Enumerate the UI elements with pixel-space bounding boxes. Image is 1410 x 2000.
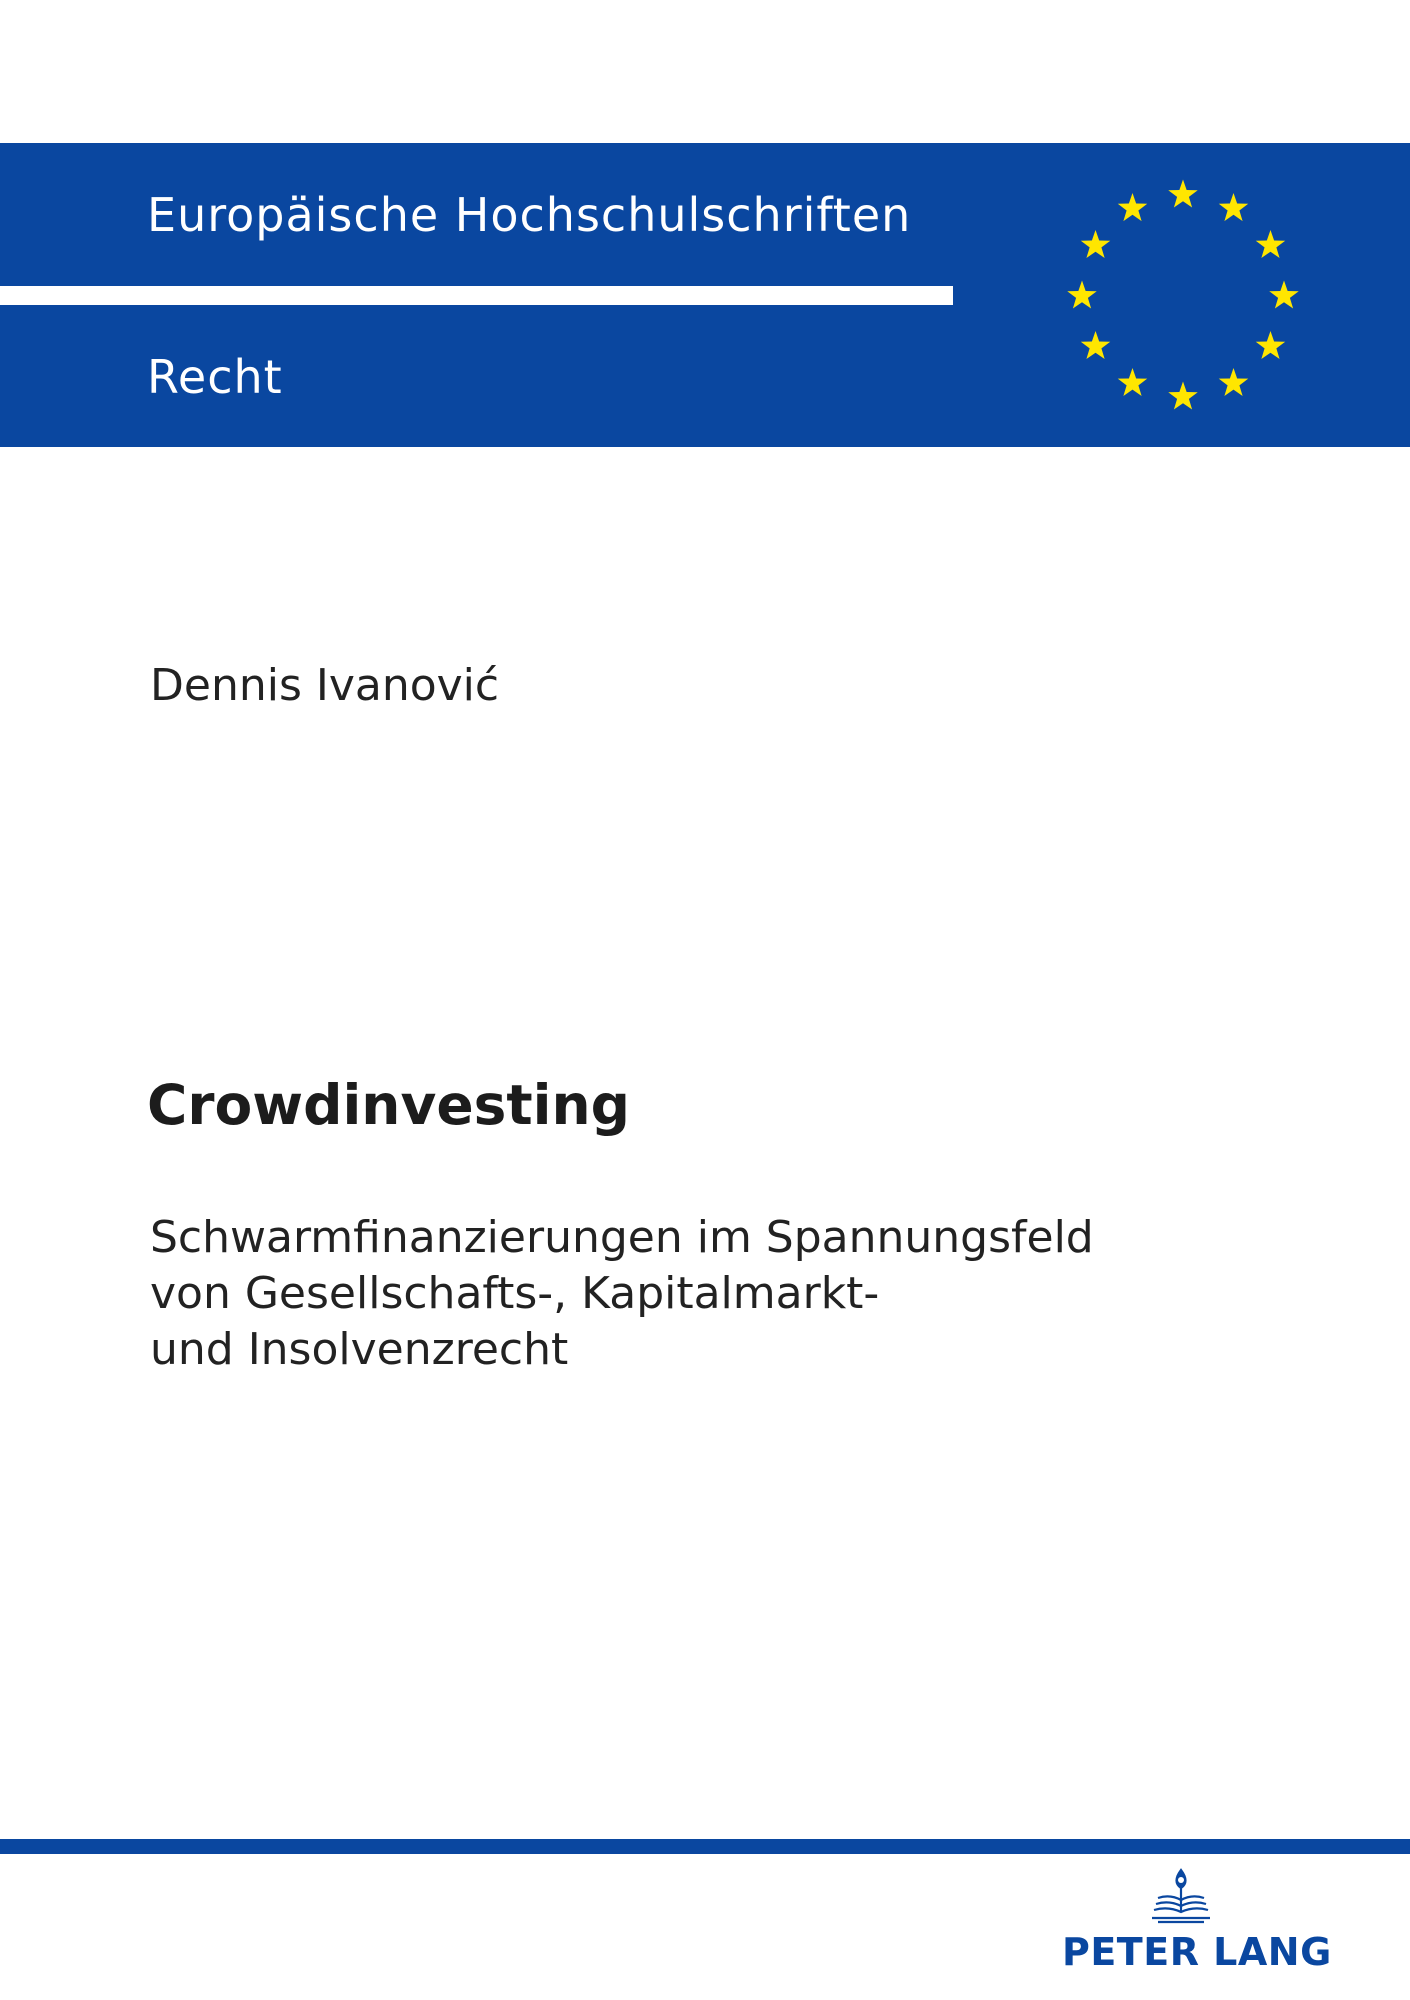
book-title: Crowdinvesting — [147, 1073, 631, 1137]
subtitle-line: und Insolvenzrecht — [150, 1324, 569, 1375]
author-name: Dennis Ivanović — [150, 660, 500, 711]
subtitle-line: Schwarmfinanzierungen im Spannungsfeld — [150, 1212, 1094, 1263]
footer-rule — [0, 1839, 1410, 1854]
book-subtitle — [150, 1210, 1300, 1378]
banner-divider — [0, 286, 953, 305]
publisher-name: PETER LANG — [1062, 1930, 1332, 1974]
peter-lang-emblem-icon — [1148, 1868, 1214, 1924]
subseries-title: Recht — [147, 350, 283, 404]
subtitle-line: von Gesellschafts-, Kapitalmarkt- — [150, 1268, 880, 1319]
series-title: Europäische Hochschulschriften — [147, 188, 912, 242]
